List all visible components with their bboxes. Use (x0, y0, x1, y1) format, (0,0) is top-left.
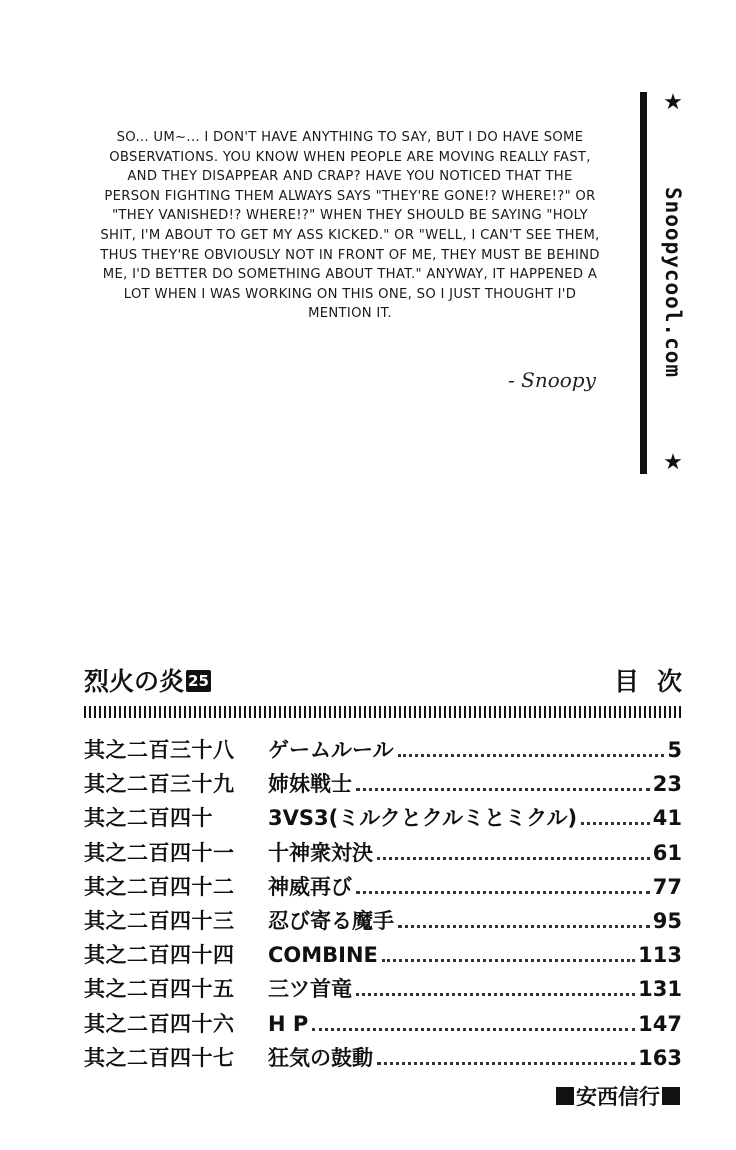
sidebar-bar (640, 92, 647, 474)
page-number: 131 (638, 977, 682, 1002)
sidebar-credit (658, 92, 688, 474)
toc-row (84, 837, 682, 871)
chapter-number: 其之二百四十三 (84, 908, 235, 933)
leader-dots (356, 993, 635, 996)
credit-sidebar (640, 92, 692, 474)
toc-row (84, 973, 682, 1007)
chapter-title: 3VS3(ミルクとクルミとミクル) (268, 806, 578, 831)
author-credit (554, 1081, 682, 1111)
credit-url: Snoopycool.com (661, 187, 685, 379)
page-number: 5 (667, 738, 682, 762)
series-title (84, 662, 211, 698)
toc-row (84, 734, 682, 768)
table-of-contents (84, 734, 682, 1076)
toc-row (84, 1008, 682, 1042)
leader-dots (581, 822, 650, 825)
chapter-title: 姉妹戦士 (268, 772, 352, 797)
series-title-text: 烈火の炎 (84, 667, 185, 696)
chapter-number: 其之二百四十六 (84, 1011, 235, 1036)
chapter-title: ゲームルール (268, 738, 394, 762)
leader-dots (356, 788, 650, 791)
signature: - Snoopy (508, 368, 596, 392)
volume-badge: 25 (188, 672, 209, 690)
translator-note-text: SO... UM~... I DON'T HAVE ANYTHING TO SAY, BUT I DO HAVE SOME OBSERVATIONS. YOU KNOW WHEN PEOPLE ARE MOVING REALLY FAST, AND THEY DISAPPEAR AND CRAP? HAVE YOU NOTICED THAT THE PERSON FIGHTING THEM ALWAYS SAYS "THEY'RE GONE!? WHERE!?" OR "THEY VANISHED!? WHERE!?" WHEN THEY SHOULD BE SAYING "HOLY SHIT, I'M ABOUT TO GET MY ASS KICKED." OR "WELL, I CAN'T SEE THEM, THUS THEY'RE OBVIOUSLY NOT IN FRONT OF ME, THEY MUST BE BEHIND ME, I'D BETTER DO SOMETHING ABOUT THAT." ANYWAY, IT HAPPENED A LOT WHEN I WAS WORKING ON THIS ONE, SO I JUST THOUGHT I'D MENTION IT. (100, 130, 600, 322)
divider-rule (84, 706, 682, 718)
page-number: 113 (638, 943, 682, 968)
translator-note (100, 128, 600, 324)
chapter-title: 狂気の鼓動 (268, 1045, 373, 1070)
chapter-title: COMBINE (268, 943, 378, 968)
chapter-number: 其之二百四十七 (84, 1045, 235, 1070)
page-number: 95 (652, 908, 682, 933)
chapter-number: 其之二百四十四 (84, 943, 235, 968)
leader-dots (377, 1062, 635, 1065)
chapter-number: 其之二百三十八 (84, 738, 235, 762)
chapter-title: 神威再び (268, 874, 352, 899)
page-number: 61 (652, 840, 682, 865)
chapter-title: 忍び寄る魔手 (268, 908, 394, 933)
chapter-number: 其之二百四十 (84, 806, 213, 831)
page-number: 23 (652, 772, 682, 797)
leader-dots (312, 1028, 635, 1031)
page-number: 77 (652, 874, 682, 899)
page-number: 147 (638, 1011, 682, 1036)
leader-dots (382, 959, 635, 962)
star-icon: ★ (663, 449, 683, 475)
toc-row (84, 768, 682, 802)
chapter-title: H P (268, 1011, 309, 1036)
square-mark-icon (662, 1087, 680, 1105)
toc-row (84, 939, 682, 973)
chapter-number: 其之二百四十五 (84, 977, 235, 1002)
toc-row (84, 905, 682, 939)
chapter-number: 其之二百四十一 (84, 840, 235, 865)
square-mark-icon (556, 1087, 574, 1105)
page-number: 41 (652, 806, 682, 831)
star-icon: ★ (663, 90, 683, 115)
page-number: 163 (638, 1045, 682, 1070)
toc-header (84, 662, 700, 696)
leader-dots (398, 754, 665, 757)
toc-row (84, 802, 682, 836)
author-name: 安西信行 (576, 1085, 660, 1109)
leader-dots (377, 857, 650, 860)
chapter-number: 其之二百三十九 (84, 772, 235, 797)
toc-row (84, 1042, 682, 1076)
toc-row (84, 871, 682, 905)
leader-dots (398, 925, 650, 928)
chapter-number: 其之二百四十二 (84, 874, 235, 899)
chapter-title: 十神衆対決 (268, 840, 373, 865)
leader-dots (356, 891, 650, 894)
toc-title: 目次 (613, 667, 700, 696)
chapter-title: 三ツ首竜 (268, 977, 352, 1002)
